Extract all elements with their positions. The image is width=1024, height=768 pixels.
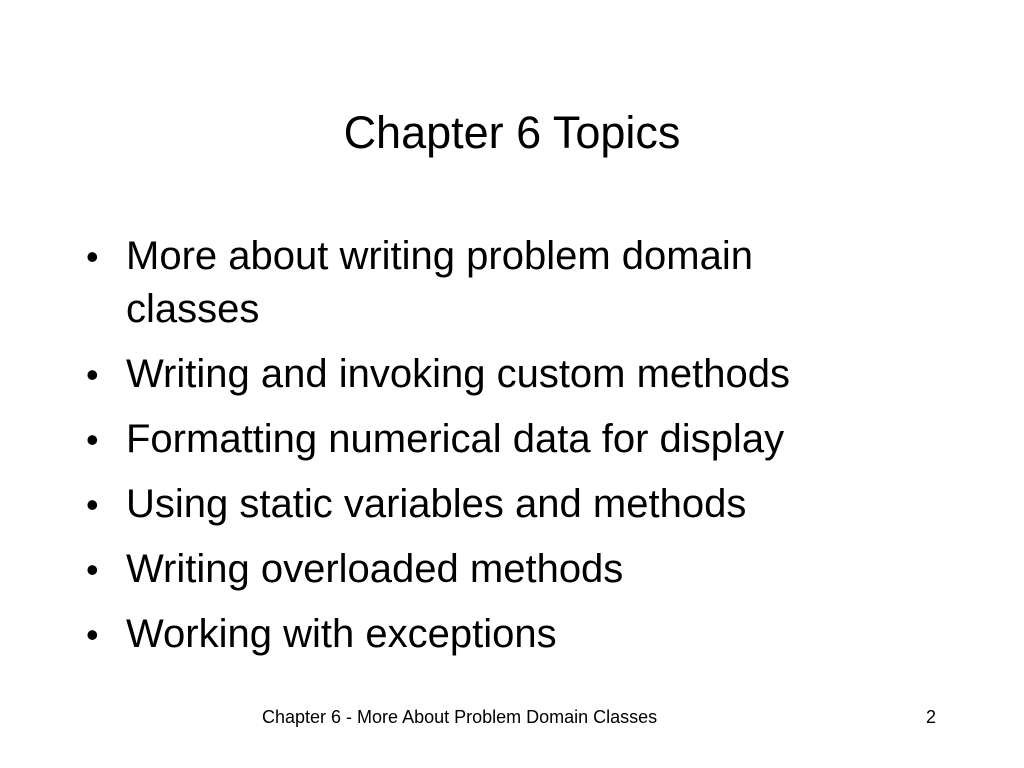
slide-title: Chapter 6 Topics bbox=[343, 107, 681, 158]
bullet-symbol: • bbox=[86, 549, 99, 590]
bullet-symbol: • bbox=[86, 419, 99, 460]
bullet-text: More about writing problem domain classes bbox=[126, 234, 753, 331]
bullet-item bbox=[84, 230, 884, 336]
bullet-text: Writing and invoking custom methods bbox=[126, 352, 791, 396]
bullet-item bbox=[84, 348, 884, 401]
slide-footer: Chapter 6 - More About Problem Domain Classes bbox=[262, 707, 658, 727]
bullet-item bbox=[84, 543, 884, 596]
bullet-symbol: • bbox=[86, 484, 99, 525]
bullet-text: Working with exceptions bbox=[126, 612, 557, 656]
bullet-text: Formatting numerical data for display bbox=[126, 417, 785, 461]
bullet-item bbox=[84, 413, 884, 466]
bullet-item bbox=[84, 608, 884, 661]
bullet-symbol: • bbox=[86, 614, 99, 655]
bullet-text: Writing overloaded methods bbox=[126, 547, 624, 591]
bullet-item bbox=[84, 478, 884, 531]
bullet-symbol: • bbox=[86, 236, 99, 277]
bullet-text: Using static variables and methods bbox=[126, 482, 747, 526]
bullet-symbol: • bbox=[86, 354, 99, 395]
slide-number: 2 bbox=[926, 707, 937, 727]
bullet-list bbox=[84, 230, 884, 673]
